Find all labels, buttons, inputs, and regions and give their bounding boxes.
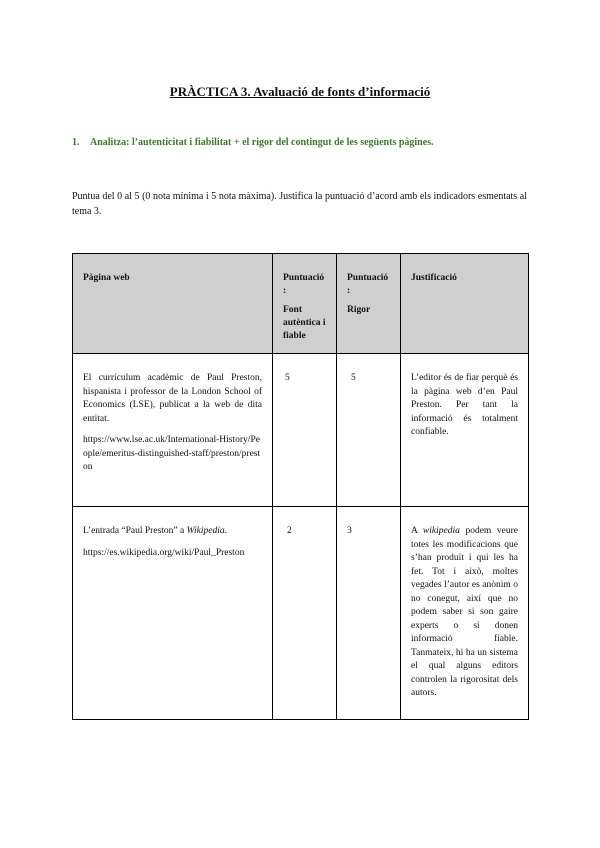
table-row xyxy=(73,354,529,507)
row2-justification-italic: wikipedia xyxy=(422,526,460,536)
row1-score-rigor-cell xyxy=(337,354,401,507)
row1-score-font-cell xyxy=(273,354,337,507)
row2-justification-cell xyxy=(401,507,529,720)
row1-score-font: 5 xyxy=(285,373,290,383)
row2-description-suffix: . xyxy=(224,526,227,536)
row1-score-rigor: 5 xyxy=(351,373,356,383)
row2-score-font: 2 xyxy=(287,526,292,536)
header-score-font-label: Puntuació : xyxy=(283,273,325,296)
row1-justification: L’editor és de fiar perquè és la pàgina web d’en Paul Preston. Per tant la informació és totalment confiable. xyxy=(411,373,518,437)
row2-url[interactable]: https://es.wikipedia.org/wiki/Paul_Preston xyxy=(83,547,245,558)
header-score-rigor-sub: Rigor xyxy=(347,305,371,315)
row2-description-italic: Wikipedia xyxy=(186,526,225,536)
row2-score-rigor-cell xyxy=(337,507,401,720)
header-page xyxy=(73,254,273,354)
header-score-rigor xyxy=(337,254,401,354)
table-header-row xyxy=(73,254,529,354)
page-title: PRÀCTICA 3. Avaluació de fonts d’informació xyxy=(169,84,431,99)
header-score-font xyxy=(273,254,337,354)
table-row xyxy=(73,507,529,720)
row2-description xyxy=(83,525,262,539)
header-score-font-sub: Font autèntica i fiable xyxy=(283,305,326,341)
row1-page-cell xyxy=(73,354,273,507)
evaluation-table xyxy=(72,253,529,720)
header-score-rigor-label: Puntuació : xyxy=(347,273,389,296)
row1-description: El currículum acadèmic de Paul Preston, hispanista i professor de la London School of Economics (LSE), publicat a la web de dita entitat. xyxy=(83,373,262,424)
row2-justification-suffix: podem veure totes les modificacions que s’han produït i qui les ha fet. Tot i això, moltes vegades l’autor es anònim o no conegut, així que no podem saber si son gaire experts o si donen informació fiable. Tanmateix, hi ha un sistema el qual alguns editors controlen la rigorositat dels autors. xyxy=(411,526,518,698)
question-text: Analitza: l’autenticitat i fiabilitat + el rigor del contingut de les següents pàgines. xyxy=(90,137,434,148)
instructions: Puntua del 0 al 5 (0 nota mínima i 5 nota màxima). Justifica la puntuació d’acord amb els indicadors esmentats al tema 3. xyxy=(72,191,527,217)
header-justification-label: Justificació xyxy=(411,273,457,283)
header-justification xyxy=(401,254,529,354)
row2-justification-prefix: A xyxy=(411,526,423,536)
row2-justification xyxy=(401,507,528,701)
header-page-label: Pàgina web xyxy=(83,273,130,283)
row1-url[interactable]: https://www.lse.ac.uk/International-History/People/emeritus-distinguished-staff/preston/preston xyxy=(83,435,261,472)
row1-justification-cell xyxy=(401,354,529,507)
row2-score-font-cell xyxy=(273,507,337,720)
row2-page-cell xyxy=(73,507,273,720)
question-number: 1. xyxy=(72,137,80,148)
row2-score-rigor: 3 xyxy=(347,526,352,536)
question xyxy=(72,137,532,148)
row2-description-prefix: L’entrada “Paul Preston” a xyxy=(83,526,187,536)
